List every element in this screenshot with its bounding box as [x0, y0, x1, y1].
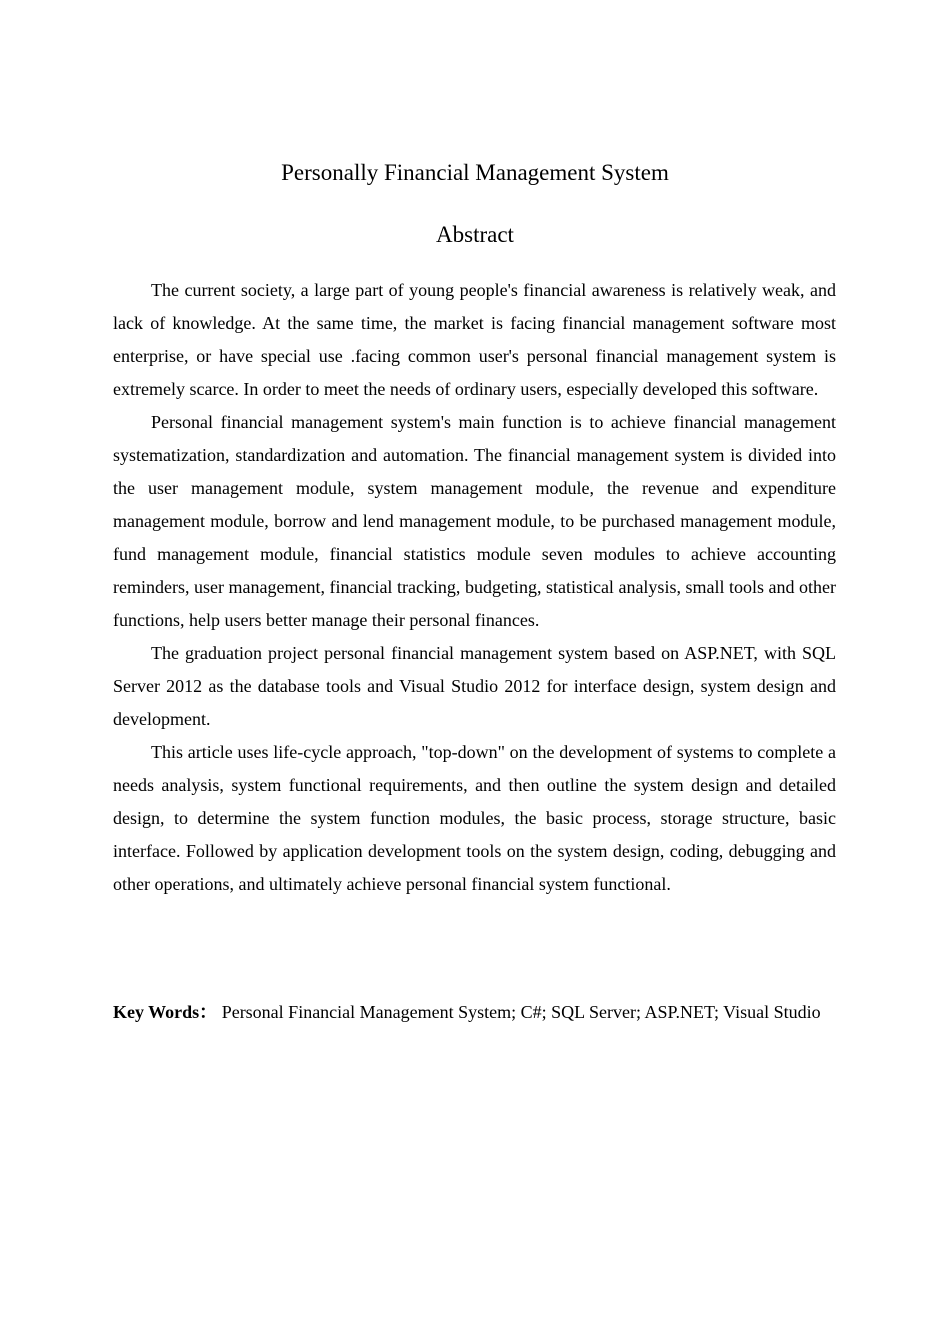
document-title: Personally Financial Management System: [281, 160, 669, 185]
keywords-line: [113, 998, 836, 1026]
keywords-label: Key Words：: [113, 1002, 218, 1022]
abstract-body: [113, 274, 836, 901]
abstract-paragraph: The graduation project personal financial management system based on ASP.NET, with SQL Server 2012 as the database tools and Visual Studio 2012 for interface design, system design and development.: [113, 643, 836, 729]
abstract-paragraph: The current society, a large part of young people's financial awareness is relatively weak, and lack of knowledge. At the same time, the market is facing financial management software most enterprise, or have special use .facing common user's personal financial management system is extremely scarce. In order to meet the needs of ordinary users, especially developed this software.: [113, 280, 836, 399]
abstract-paragraph: Personal financial management system's main function is to achieve financial management systematization, standardization and automation. The financial management system is divided into the user management module, system management module, the revenue and expenditure management module, borrow and lend management module, to be purchased management module, fund management module, financial statistics module seven modules to achieve accounting reminders, user management, financial tracking, budgeting, statistical analysis, small tools and other functions, help users better manage their personal finances.: [113, 412, 836, 630]
abstract-heading: Abstract: [436, 222, 514, 247]
keywords-text: Personal Financial Management System; C#; SQL Server; ASP.NET; Visual Studio: [221, 1002, 821, 1022]
abstract-paragraph: This article uses life-cycle approach, "top-down" on the development of systems to complete a needs analysis, system functional requirements, and then outline the system design and detailed design, to determine the system function modules, the basic process, storage structure, basic interface. Followed by application development tools on the system design, coding, debugging and other operations, and ultimately achieve personal financial system functional.: [113, 742, 836, 894]
